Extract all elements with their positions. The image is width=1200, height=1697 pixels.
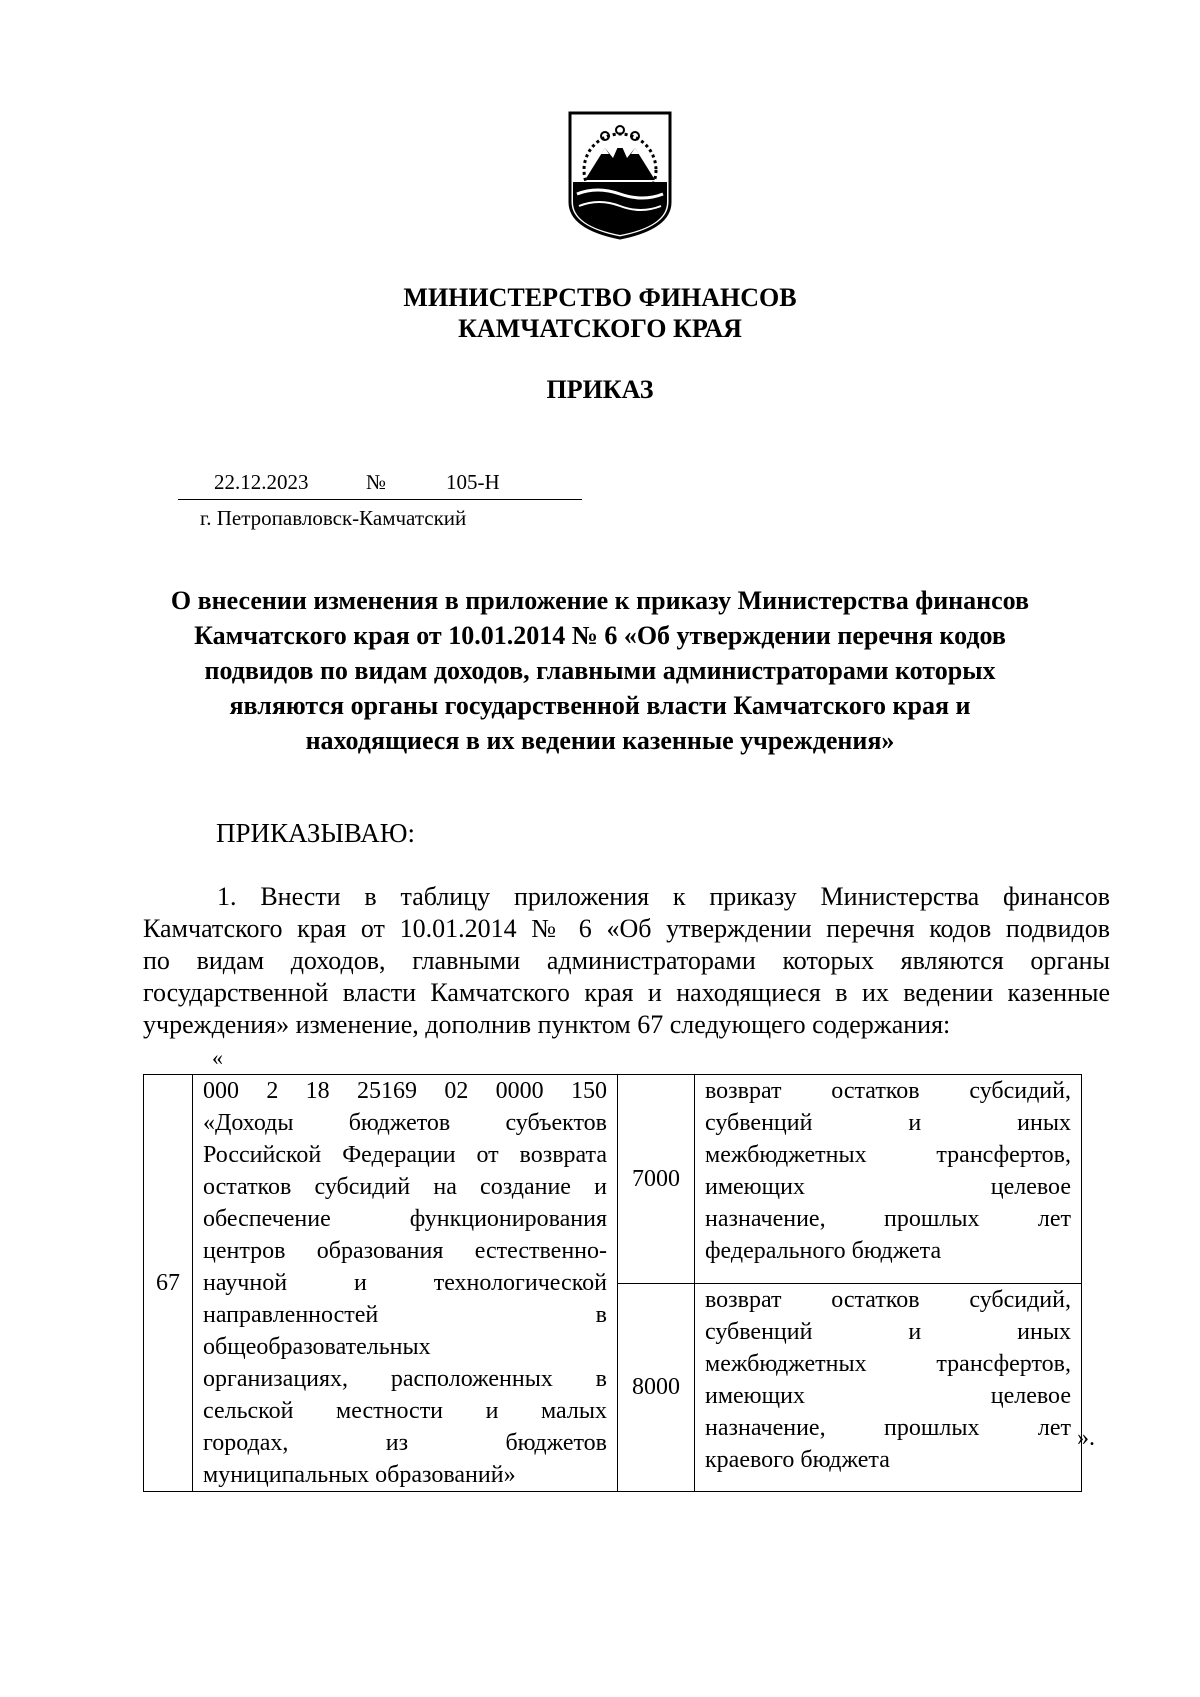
coat-of-arms-emblem (567, 110, 673, 240)
description-line: научной и технологической (203, 1270, 607, 1296)
subject-line: являются органы государственной власти Камчатского края и (229, 691, 971, 720)
subtype-name-cell (695, 1283, 1082, 1492)
city-name: г. Петропавловск-Камчатский (200, 506, 467, 530)
description-line: муниципальных образований» (203, 1462, 516, 1488)
subject-line: Камчатского края от 10.01.2014 № 6 «Об утверждении перечня кодов (194, 621, 1006, 650)
subject-line: подвидов по видам доходов, главными администраторами которых (204, 656, 996, 685)
amendment-table (143, 1074, 1082, 1492)
description-line: центров образования естественно- (203, 1238, 607, 1264)
decree-word: ПРИКАЗЫВАЮ: (216, 818, 415, 848)
description-line: городах, из бюджетов (203, 1430, 607, 1456)
subtype-line: субвенций и иных (705, 1318, 1071, 1345)
subject-line: находящиеся в их ведении казенные учреждения» (305, 726, 895, 755)
description-line: сельской местности и малых (203, 1398, 607, 1424)
description-line: остатков субсидий на создание и (203, 1174, 607, 1200)
table-row (144, 1075, 1082, 1284)
order-number: 105-Н (446, 470, 500, 494)
date-number-line (178, 470, 582, 500)
subtype-line: субвенций и иных (705, 1110, 1071, 1136)
subtype-line: возврат остатков субсидий, (705, 1078, 1071, 1104)
subtype-line: межбюджетных трансфертов, (705, 1142, 1071, 1168)
subtype-line: имеющих целевое (705, 1174, 1071, 1200)
subtype-code-cell: 8000 (618, 1283, 695, 1492)
description-line: организациях, расположенных в (203, 1366, 607, 1392)
paragraph-line: Камчатского края от 10.01.2014 № 6 «Об утверждении перечня кодов подвидов (143, 914, 1110, 943)
paragraph-line: 1. Внести в таблицу приложения к приказу Министерства финансов (217, 882, 1110, 911)
subtype-line: назначение, прошлых лет (705, 1206, 1071, 1232)
description-line: общеобразовательных (203, 1334, 431, 1360)
opening-quote-mark: « (212, 1045, 223, 1070)
subject-line: О внесении изменения в приложение к приказу Министерства финансов (170, 586, 1030, 615)
description-line: Российской Федерации от возврата (203, 1142, 607, 1168)
subtype-name-cell (695, 1075, 1082, 1284)
subtype-line: возврат остатков субсидий, (705, 1286, 1071, 1313)
order-date: 22.12.2023 (214, 470, 309, 494)
subtype-line: федерального бюджета (705, 1238, 942, 1264)
order-title: ПРИКАЗ (546, 375, 654, 404)
paragraph-line: учреждения» изменение, дополнив пунктом 67 следующего содержания: (143, 1010, 951, 1039)
description-line: 000 2 18 25169 02 0000 150 (203, 1078, 607, 1104)
closing-quote-mark: ». (1077, 1425, 1095, 1451)
subtype-code-cell: 7000 (618, 1075, 695, 1284)
paragraph-1 (143, 881, 1110, 1041)
number-sign: № (366, 470, 387, 494)
subtype-line: назначение, прошлых лет (705, 1414, 1071, 1441)
paragraph-line: государственной власти Камчатского края и находящиеся в их ведении казенные (143, 978, 1110, 1007)
row-number-cell: 67 (144, 1075, 193, 1492)
paragraph-line: по видам доходов, главными администраторами которых являются органы (143, 946, 1110, 975)
description-line: обеспечение функционирования (203, 1206, 607, 1232)
ministry-name-line2: КАМЧАТСКОГО КРАЯ (458, 314, 742, 343)
ministry-name-line1: МИНИСТЕРСТВО ФИНАНСОВ (403, 283, 797, 312)
subtype-line: краевого бюджета (705, 1446, 890, 1473)
description-line: направленностей в (203, 1302, 607, 1328)
subtype-line: имеющих целевое (705, 1382, 1071, 1409)
subtype-line: межбюджетных трансфертов, (705, 1350, 1071, 1377)
income-description-cell (193, 1075, 618, 1492)
description-line: «Доходы бюджетов субъектов (203, 1110, 607, 1136)
order-subject (140, 583, 1060, 758)
